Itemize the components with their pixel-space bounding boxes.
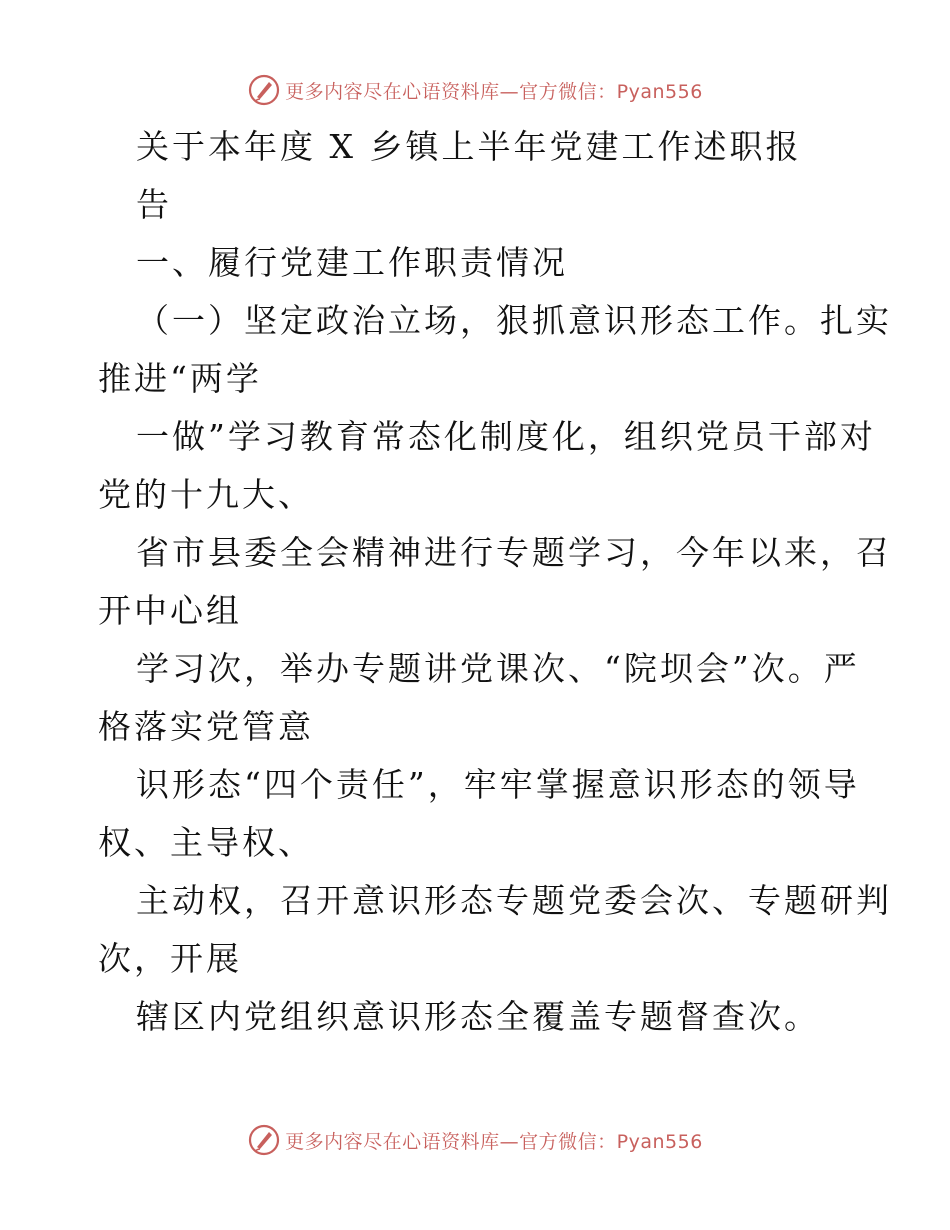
paragraph-line: 推进“两学 (98, 359, 262, 398)
watermark-text: 更多内容尽在心语资料库—官方微信：Pyan556 (285, 1130, 703, 1153)
paragraph-line: 学习次，举办专题讲党课次、“院坝会”次。严 (136, 649, 860, 688)
title-line-1: 关于本年度 X 乡镇上半年党建工作述职报 (136, 127, 802, 166)
paragraph-line: 一做”学习教育常态化制度化，组织党员干部对 (136, 417, 876, 456)
title-line-2: 告 (136, 185, 172, 224)
paragraph-line: 识形态“四个责任”，牢牢掌握意识形态的领导 (136, 765, 860, 804)
pen-logo-icon (247, 1123, 281, 1157)
paragraph-line: 格落实党管意 (98, 707, 314, 746)
paragraph-line: 权、主导权、 (98, 823, 314, 862)
section-heading: 一、履行党建工作职责情况 (136, 243, 568, 282)
paragraph-line: 次，开展 (98, 939, 242, 978)
header-watermark-banner (0, 72, 950, 108)
paragraph-line: 开中心组 (98, 591, 242, 630)
footer-watermark-banner (0, 1122, 950, 1158)
watermark-text: 更多内容尽在心语资料库—官方微信：Pyan556 (285, 80, 703, 103)
paragraph-line: 省市县委全会精神进行专题学习，今年以来，召 (136, 533, 892, 572)
paragraph-line: 辖区内党组织意识形态全覆盖专题督查次。 (136, 997, 820, 1036)
paragraph-line: 党的十九大、 (98, 475, 314, 514)
paragraph-line: 主动权，召开意识形态专题党委会次、专题研判 (136, 881, 892, 920)
paragraph-line: （一）坚定政治立场，狠抓意识形态工作。扎实 (136, 301, 892, 340)
document-body (98, 118, 892, 1046)
pen-logo-icon (247, 73, 281, 107)
